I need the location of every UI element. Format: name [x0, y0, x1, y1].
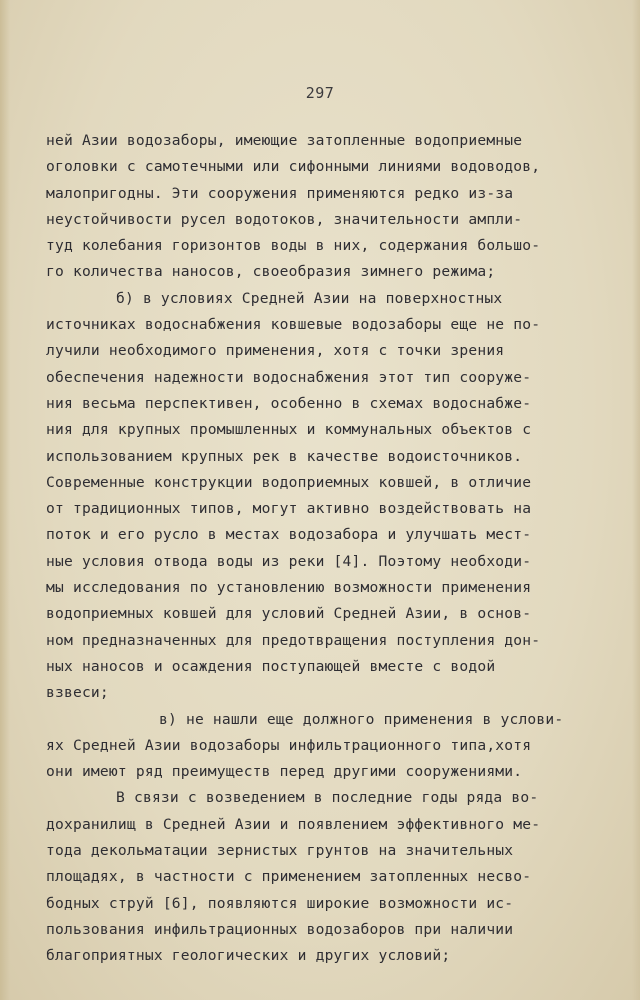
text-line: от традиционных типов, могут активно воздействовать на: [46, 500, 532, 518]
text-line: дохранилищ в Средней Азии и появлением эффективного ме-: [46, 815, 541, 833]
text-line: тода декольматации зернистых грунтов на значительных: [46, 842, 514, 860]
text-line: ных наносов и осаждения поступающей вместе с водой: [46, 657, 496, 675]
text-line: взвеси;: [46, 684, 109, 702]
text-line: обеспечения надежности водоснабжения этот тип сооруже-: [46, 368, 532, 386]
text-line: оголовки с самотечными или сифонными линиями водоводов,: [46, 158, 541, 176]
text-line: ней Азии водозаборы, имеющие затопленные водоприемные: [46, 132, 523, 149]
paragraph-v-first-line: в) не нашли еще должного применения в услови-: [159, 710, 564, 728]
text-line: ном предназначенных для предотвращения поступления дон-: [46, 631, 541, 649]
text-line: малопригодны. Эти сооружения применяются редко из-за: [46, 184, 514, 202]
text-line: источниках водоснабжения ковшевые водозаборы еще не по-: [46, 316, 541, 334]
text-line: Современные конструкции водоприемных ковшей, в отличие: [46, 473, 532, 491]
text-line: лучили необходимого применения, хотя с точки зрения: [46, 342, 505, 360]
text-line: пользования инфильтрационных водозаборов при наличии: [46, 920, 514, 938]
text-line: го количества наносов, своеобразия зимнего режима;: [46, 263, 496, 281]
page-left-edge-shadow: [0, 0, 10, 1000]
text-line: неустойчивости русел водотоков, значительности ампли-: [46, 210, 523, 228]
page-number: 297: [305, 84, 335, 102]
text-line: туд колебания горизонтов воды в них, содержания большо-: [46, 237, 541, 255]
text-line: ные условия отвода воды из реки [4]. Поэтому необходи-: [46, 552, 532, 570]
text-line: они имеют ряд преимуществ перед другими сооружениями.: [46, 763, 523, 781]
body-text: [46, 128, 616, 970]
text-line: ях Средней Азии водозаборы инфильтрационного типа,хотя: [46, 736, 532, 754]
page-right-edge-shadow: [632, 0, 640, 1000]
paragraph-first-line: В связи с возведением в последние годы ряда во-: [116, 789, 539, 807]
text-line: благоприятных геологических и других условий;: [46, 947, 451, 965]
text-line: мы исследования по установлению возможности применения: [46, 579, 532, 597]
text-line: водоприемных ковшей для условий Средней Азии, в основ-: [46, 605, 532, 623]
text-line: ния весьма перспективен, особенно в схемах водоснабже-: [46, 394, 532, 412]
text-line: поток и его русло в местах водозабора и улучшать мест-: [46, 526, 532, 544]
text-line: использованием крупных рек в качестве водоисточников.: [46, 447, 523, 465]
text-line: площадях, в частности с применением затопленных несво-: [46, 868, 532, 886]
text-line: бодных струй [6], появляются широкие возможности ис-: [46, 894, 514, 912]
paragraph-b-first-line: б) в условиях Средней Азии на поверхностных: [116, 289, 503, 307]
text-line: ния для крупных промышленных и коммунальных объектов с: [46, 421, 532, 439]
